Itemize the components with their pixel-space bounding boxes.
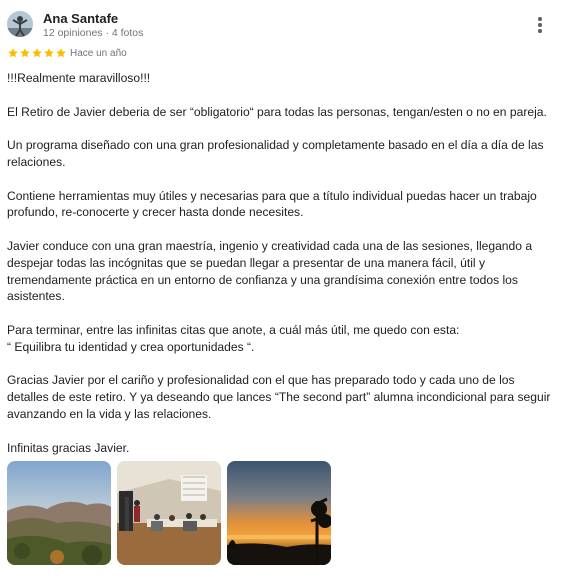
- star-rating: [7, 47, 67, 59]
- review-paragraph: Javier conduce con una gran maestría, ingenio y creatividad cada una de las sesiones, llegando a despejar todas las incógnitas que se puedan llegar a presentar de una manera fácil, útil y tremendamente práctica en un entorno de confianza y una grandísima conexión entre todos los asistentes.: [7, 238, 533, 304]
- star-icon: [55, 47, 67, 59]
- review-date: Hace un año: [70, 48, 127, 59]
- avatar-image: [7, 11, 33, 37]
- star-icon: [43, 47, 55, 59]
- review-paragraph: Infinitas gracias Javier.: [7, 440, 130, 455]
- star-icon: [19, 47, 31, 59]
- reviewer-name[interactable]: Ana Santafe: [43, 11, 119, 26]
- reviewer-avatar[interactable]: [7, 11, 33, 37]
- indoor-session-photo[interactable]: [117, 461, 221, 565]
- review-photos: [7, 461, 331, 565]
- star-icon: [7, 47, 19, 59]
- review-paragraph: Para terminar, entre las infinitas citas que anote, a cuál más útil, me quedo con esta:: [7, 322, 460, 337]
- star-icon: [31, 47, 43, 59]
- review-paragraph: El Retiro de Javier deberia de ser “obligatorio“ para todas las personas, tengan/esten o no en pareja.: [7, 104, 547, 119]
- review-text: [7, 70, 552, 456]
- more-options-icon[interactable]: [530, 14, 550, 36]
- review-paragraph: !!!Realmente maravilloso!!!: [7, 71, 151, 85]
- reviewer-meta: 12 opiniones · 4 fotos: [43, 27, 144, 39]
- review-quote: “ Equilibra tu identidad y crea oportunidades “.: [7, 339, 255, 354]
- sunset-photo[interactable]: [227, 461, 331, 565]
- review-paragraph: Un programa diseñado con una gran profesionalidad y completamente basado en el día a día de las relaciones.: [7, 138, 544, 169]
- mountain-landscape-photo[interactable]: [7, 461, 111, 565]
- review-paragraph: Gracias Javier por el cariño y profesionalidad con el que has preparado todo y cada uno de los detalles de este retiro. Y ya deseando que lances “The second part” alumna incondicional para seguir avanzando en la vida y las relaciones.: [7, 373, 551, 421]
- review-paragraph: Contiene herramientas muy útiles y necesarias para que a título individual puedas hacer un trabajo profundo, re-conocerte y crecer hasta donde necesites.: [7, 188, 537, 220]
